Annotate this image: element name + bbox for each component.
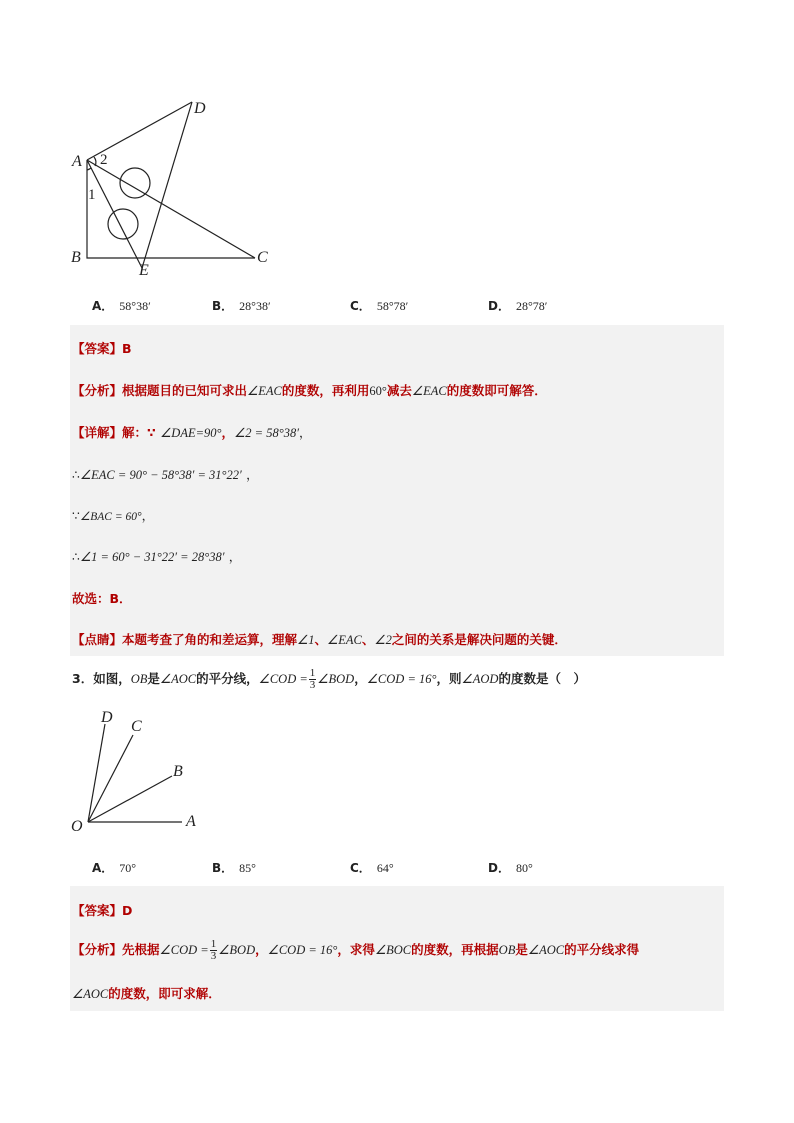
q2-label-d: D	[194, 100, 206, 117]
q2-step-1: ∴∠EAC = 90° − 58°38′ = 31°22′ ，	[72, 467, 259, 482]
q2-option-d[interactable]: D． 28°78′	[488, 299, 548, 313]
q3-label-b: B	[173, 763, 183, 780]
q3-label-a: A	[186, 813, 196, 830]
q3-title: 3．如图，OB是∠AOC的平分线，∠COD = $\frac{1}{3}$ ∠BOD，∠COD = 16°，则∠AOD的度数是（ ）	[72, 667, 586, 691]
q2-comment: 【点睛】本题考查了角的和差运算，理解∠1、∠EAC、∠2之间的关系是解决问题的关键．	[72, 632, 567, 647]
q3-title-fraction: $\frac{1}{3}$	[309, 667, 316, 691]
q2-solution-panel	[70, 325, 724, 656]
q3-answer: 【答案】D	[72, 903, 133, 918]
q2-option-a[interactable]: A． 58°38′	[92, 299, 151, 313]
q2-option-b[interactable]: B． 28°38′	[212, 299, 271, 313]
q2-analysis: 【分析】根据题目的已知可求出∠EAC的度数，再利用60°减去∠EAC的度数即可解答．	[72, 383, 547, 398]
q2-options	[92, 297, 732, 317]
q2-choose: 故选：B．	[72, 591, 132, 606]
q2-answer: 【答案】B	[72, 341, 132, 356]
q3-ray-ob	[88, 776, 172, 822]
q2-detail: 【详解】解：∵ ∠DAE=90°，∠2 = 58°38′，	[72, 425, 312, 440]
q3-option-c[interactable]: C． 64°	[350, 861, 394, 875]
q3-figure	[60, 700, 220, 840]
q3-label-o: O	[71, 818, 83, 835]
q2-label-c: C	[257, 249, 268, 266]
q2-step-3: ∴∠1 = 60° − 31°22′ = 28°38′ ，	[72, 549, 242, 564]
q2-label-e: E	[139, 262, 149, 279]
q2-figure	[60, 90, 290, 280]
q2-label-2: 2	[100, 152, 108, 168]
q3-options	[92, 859, 732, 879]
q3-analysis-fraction: $\frac{1}{3}$	[210, 938, 217, 962]
q3-option-a[interactable]: A． 70°	[92, 861, 137, 875]
q3-option-b[interactable]: B． 85°	[212, 861, 256, 875]
q3-analysis-line-2: ∠AOC的度数，即可求解．	[72, 986, 221, 1001]
q3-label-c: C	[131, 718, 142, 735]
q2-option-c[interactable]: C． 58°78′	[350, 299, 409, 313]
q3-ray-od	[88, 724, 105, 822]
q3-ray-oc	[88, 735, 133, 822]
q3-option-d[interactable]: D． 80°	[488, 861, 533, 875]
q2-label-a: A	[72, 153, 82, 170]
q2-label-1: 1	[88, 187, 96, 203]
q2-circle-upper	[120, 168, 150, 198]
q2-step-2: ∵∠BAC = 60°，	[72, 508, 155, 523]
q2-circle-lower	[108, 209, 138, 239]
q3-label-d: D	[101, 709, 113, 726]
q3-analysis-line-1: 【分析】先根据∠COD = $\frac{1}{3}$ ∠BOD，∠COD = 16°，求得∠BOC的度数，再根据OB是∠AOC的平分线求得	[72, 938, 640, 962]
q2-label-b: B	[71, 249, 81, 266]
